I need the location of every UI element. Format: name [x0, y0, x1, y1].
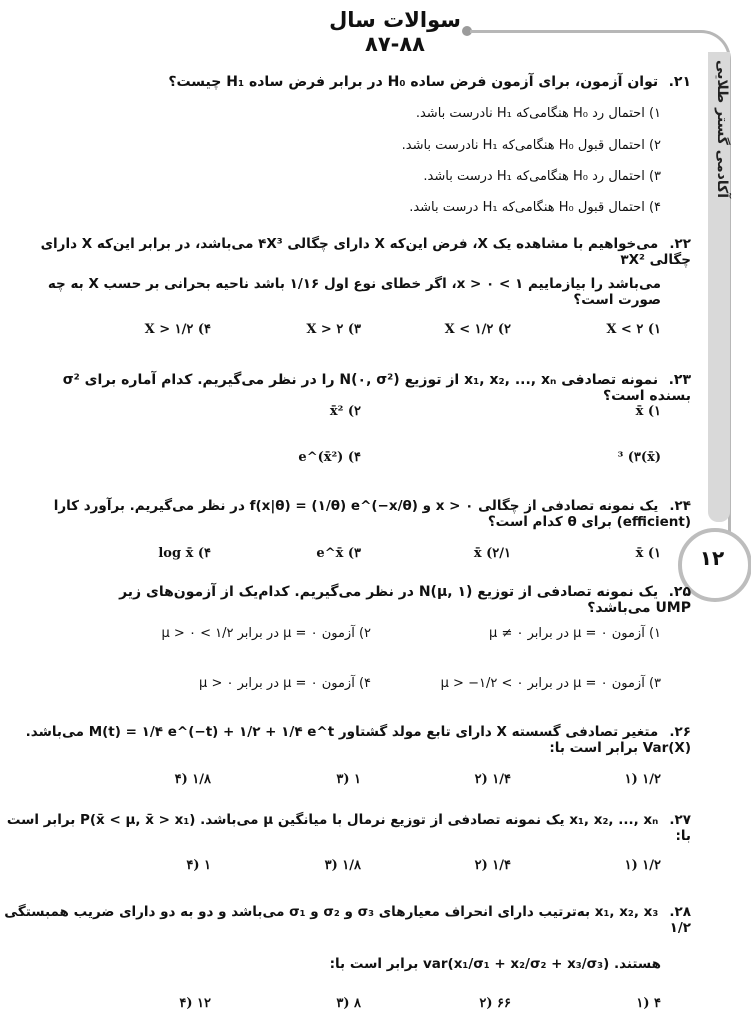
page-title: سوالات سال ۸۸-۸۷ — [329, 8, 461, 56]
option-23-1: x̄ (۱ — [635, 404, 661, 419]
side-label: آکادمی گستر طلایی — [714, 60, 730, 199]
question-21 — [81, 74, 691, 90]
option-24-2: ۱/x̄ (۲ — [473, 546, 511, 561]
option-21-1: ۱) احتمال رد H₀ هنگامی‌که H₁ نادرست باشد. — [415, 106, 661, 121]
option-28-2: ۶۶ (۲ — [479, 996, 511, 1011]
option-24-4: log x̄ (۴ — [158, 546, 211, 561]
question-text: توان آزمون، برای آزمون فرض ساده H₀ در برابر فرض ساده H₁ چیست؟ — [168, 74, 659, 90]
question-28-line-2: هستند. var(x₁/σ₁ + x₂/σ₂ + x₃/σ₃) برابر است با: — [329, 956, 661, 972]
question-text: متغیر تصادفی گسسته X دارای تابع مولد گشتاور M(t) = ۱/۴ e^(−t) + ۱/۲ + ۱/۴ e^t می‌باشد. Var(X) برابر است با: — [25, 724, 691, 756]
option-22-1: X < ۲ (۱ — [606, 322, 661, 337]
option-25-2: ۲) آزمون μ = ۰ در برابر ۱/۲ > μ > ۰ — [161, 626, 371, 641]
option-28-4: ۱۲ (۴ — [179, 996, 211, 1011]
option-28-1: ۴ (۱ — [636, 996, 661, 1011]
question-27 — [1, 812, 691, 844]
question-text: یک نمونه تصادفی از توزیع N(μ, ۱) در نظر می‌گیریم. کدام‌یک از آزمون‌های زیر UMP می‌باشد؟ — [119, 584, 691, 616]
question-26 — [1, 724, 691, 756]
option-24-3: e^x̄ (۳ — [316, 546, 361, 561]
option-24-1: x̄ (۱ — [635, 546, 661, 561]
question-24 — [1, 498, 691, 530]
option-21-3: ۳) احتمال رد H₀ هنگامی‌که H₁ درست باشد. — [423, 169, 661, 184]
question-number: ۲۲. — [669, 236, 691, 252]
question-number: ۲۸. — [669, 904, 691, 920]
question-number: ۲۱. — [668, 74, 691, 90]
question-22 — [11, 236, 691, 268]
option-27-3: ۱/۸ (۳ — [324, 858, 361, 873]
option-26-2: ۱/۴ (۲ — [474, 772, 511, 787]
option-27-4: ۱ (۴ — [186, 858, 211, 873]
question-text: x₁, x₂, ..., xₙ یک نمونه تصادفی از توزیع نرمال با میانگین μ می‌باشد. P(x̄ < μ, x̄ > x₁) برابر است با: — [6, 812, 691, 844]
option-21-2: ۲) احتمال قبول H₀ هنگامی‌که H₁ نادرست باشد. — [401, 138, 661, 153]
question-22-line-2: می‌باشد را بیازماییم ۱ > x > ۰، اگر خطای نوع اول ۱/۱۶ باشد ناحیه بحرانی بر حسب X به چه صورت است؟ — [47, 276, 661, 308]
option-22-4: X > ۱/۲ (۴ — [144, 322, 211, 337]
option-22-2: X < ۱/۲ (۲ — [444, 322, 511, 337]
option-25-3: ۳) آزمون μ = ۰ در برابر ۰ > μ > −۱/۲ — [440, 676, 661, 691]
question-number: ۲۴. — [669, 498, 691, 514]
question-28 — [1, 904, 691, 936]
option-26-1: ۱/۲ (۱ — [624, 772, 661, 787]
question-23 — [51, 372, 691, 404]
option-26-4: ۱/۸ (۴ — [174, 772, 211, 787]
option-27-2: ۱/۴ (۲ — [474, 858, 511, 873]
question-text-line-1: می‌خواهیم با مشاهده یک X، فرض این‌که X دارای چگالی ۴X³ می‌باشد، در برابر این‌که X دارای چگالی ۳X² — [40, 236, 691, 268]
question-number: ۲۷. — [669, 812, 691, 828]
question-number: ۲۵. — [668, 584, 691, 600]
option-23-2: x̄² (۲ — [329, 404, 361, 419]
page-number: ۱۲ — [699, 546, 725, 570]
option-21-4: ۴) احتمال قبول H₀ هنگامی‌که H₁ درست باشد. — [409, 200, 661, 215]
option-25-1: ۱) آزمون μ = ۰ در برابر μ ≠ ۰ — [489, 626, 661, 641]
header-rule — [470, 30, 688, 33]
question-text: یک نمونه تصادفی از چگالی x > ۰ و f(x|θ) = (۱/θ) e^(−x/θ) در نظر می‌گیریم. برآورد کارا (efficient) برای θ کدام است؟ — [53, 498, 691, 530]
question-number: ۲۶. — [669, 724, 691, 740]
option-25-4: ۴) آزمون μ = ۰ در برابر μ > ۰ — [199, 676, 371, 691]
question-number: ۲۳. — [668, 372, 691, 388]
option-28-3: ۸ (۳ — [336, 996, 361, 1011]
option-23-3: (x̄)³ (۳ — [617, 450, 661, 465]
question-25 — [81, 584, 691, 616]
option-26-3: ۱ (۳ — [336, 772, 361, 787]
question-text: نمونه تصادفی x₁, x₂, ..., xₙ از توزیع N(۰, σ²) را در نظر می‌گیریم. کدام آماره برای σ² بسنده است؟ — [62, 372, 691, 404]
option-27-1: ۱/۲ (۱ — [624, 858, 661, 873]
question-text-line-1: x₁, x₂, x₃ به‌ترتیب دارای انحراف معیارهای σ₃ و σ₂ و σ₁ می‌باشد و دو به دو دارای ضریب همبستگی ۱/۲ — [4, 904, 691, 936]
option-23-4: e^(x̄²) (۴ — [298, 450, 361, 465]
option-22-3: X > ۲ (۳ — [306, 322, 361, 337]
